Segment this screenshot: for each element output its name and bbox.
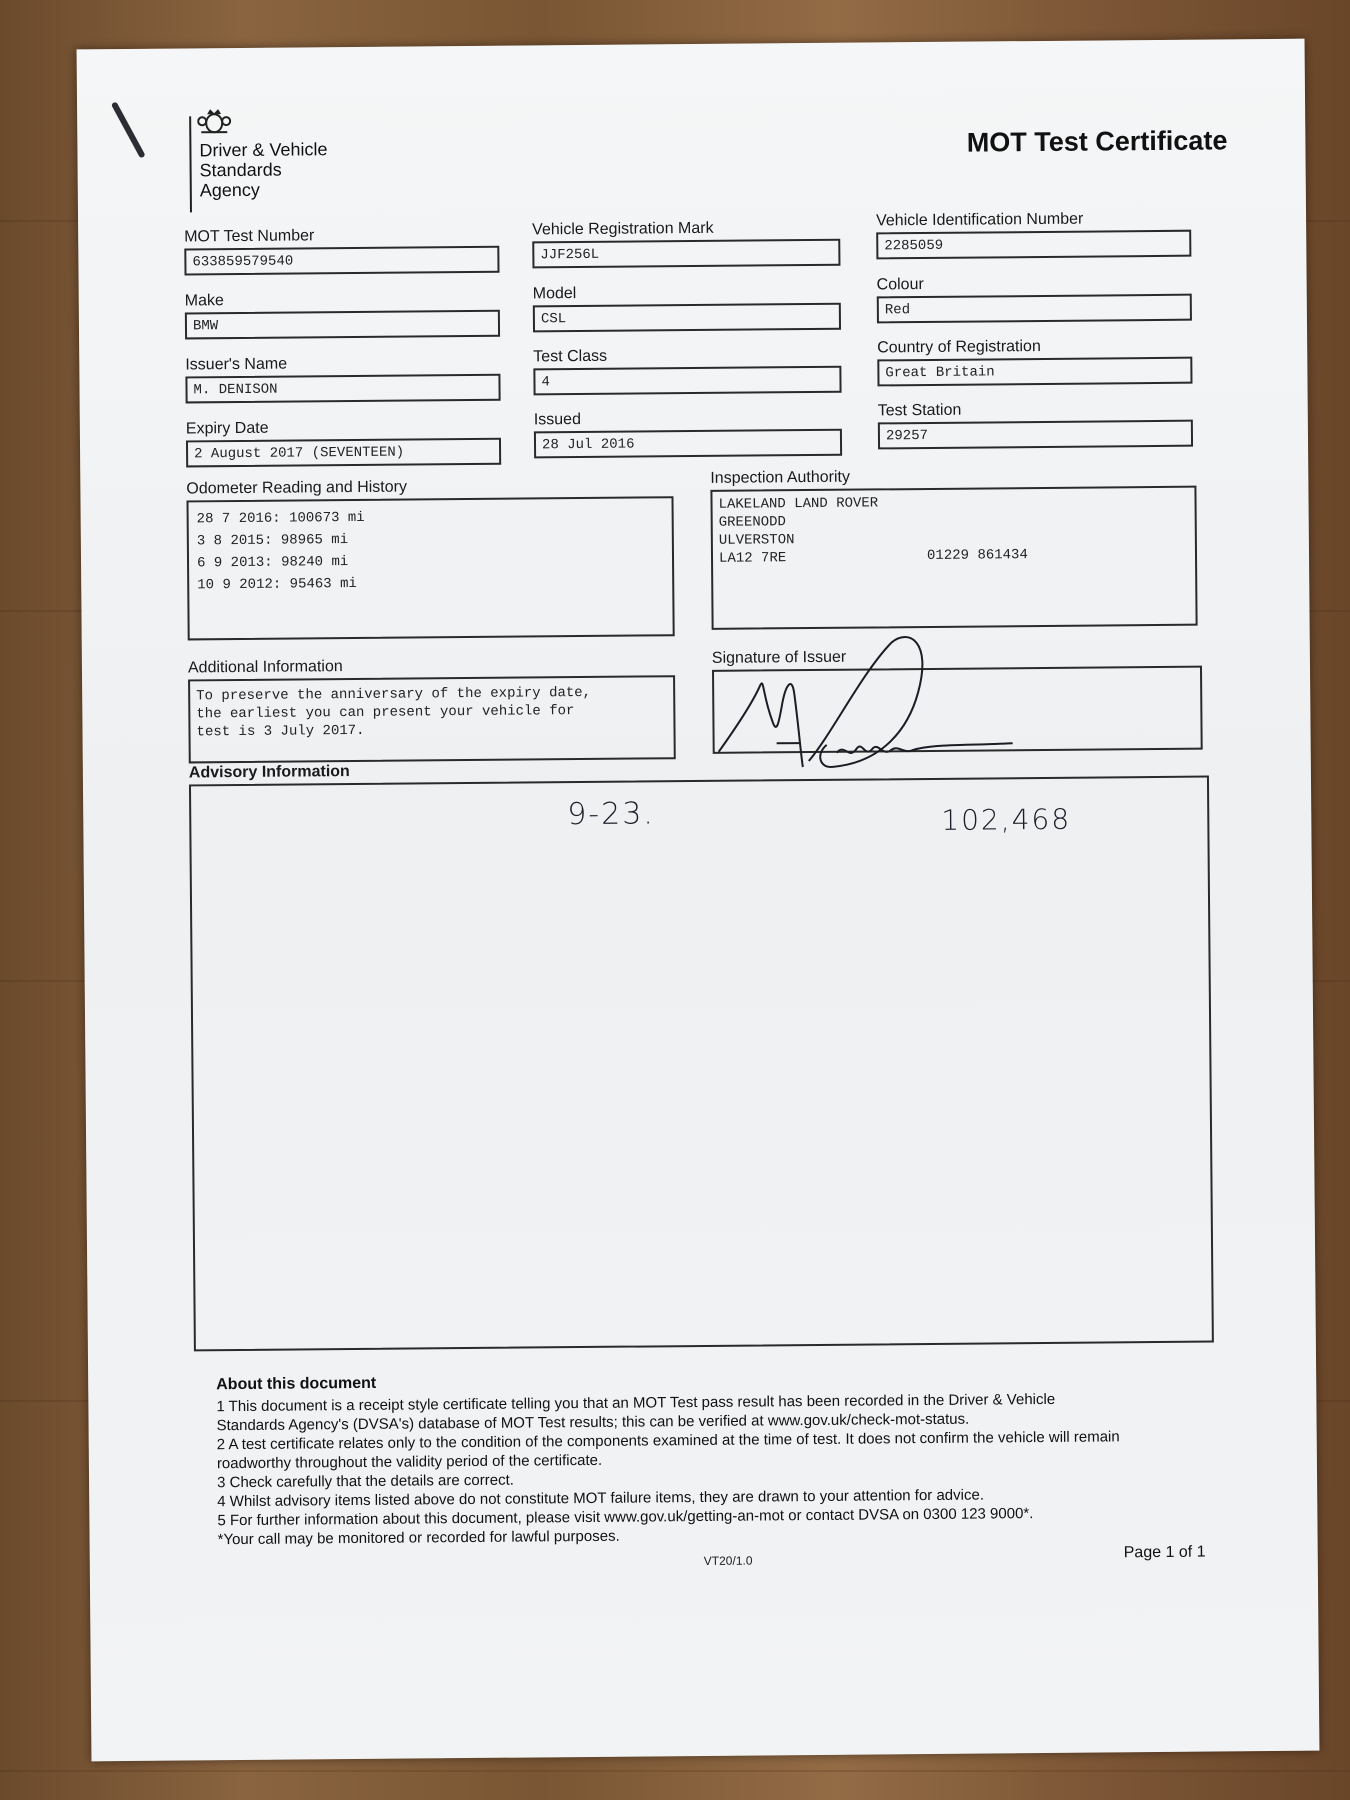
colour-field: Red [877,294,1192,324]
make-field: BMW [185,310,500,340]
mot-test-number-field: 633859579540 [184,246,499,276]
country-of-registration-label: Country of Registration [877,337,1041,357]
page-number: Page 1 of 1 [1123,1543,1206,1562]
form-code: VT20/1.0 [703,1553,753,1568]
about-line: 1 This document is a receipt style certificate telling you that an MOT Test pass result has been recorded in the Driver & Vehicle [216,1390,1056,1416]
about-line: 4 Whilst advisory items listed above do not constitute MOT failure items, they are drawn to your attention for advice. [217,1486,985,1511]
model-field: CSL [533,303,841,333]
inspection-authority-box [710,486,1197,630]
authority-line: LAKELAND LAND ROVER [718,495,879,513]
agency-divider [189,116,192,212]
additional-information-line: To preserve the anniversary of the expiry date, [196,684,592,705]
test-class-label: Test Class [533,347,608,366]
about-line: 5 For further information about this document, please visit www.gov.uk/getting-an-mot or contact DVSA on 0300 123 9000*. [217,1505,1034,1530]
mot-certificate-paper [77,39,1320,1762]
about-line: Standards Agency's (DVSA's) database of MOT Test results; this can be verified at www.gov.uk/check-mot-status. [216,1410,970,1435]
agency-name-line-3: Agency [199,179,260,201]
additional-information-box [188,675,676,763]
issuer-name-field: M. DENISON [185,374,500,404]
pen-mark [111,101,146,158]
odometer-entry: 3 8 2015: 98965 mi [196,532,349,550]
model-label: Model [532,285,577,303]
additional-information-line: test is 3 July 2017. [196,722,365,741]
advisory-information-label: Advisory Information [188,763,350,782]
odometer-label: Odometer Reading and History [186,478,408,498]
about-heading: About this document [216,1374,377,1394]
issued-label: Issued [533,411,582,429]
certificate-title: MOT Test Certificate [966,125,1228,158]
registration-mark-field: JJF256L [532,239,840,269]
country-of-registration-field: Great Britain [877,357,1192,387]
vin-field: 2285059 [876,230,1191,260]
about-line: roadworthy throughout the validity period of the certificate. [216,1451,603,1473]
odometer-entry: 6 9 2013: 98240 mi [196,554,349,572]
mot-test-number-label: MOT Test Number [184,227,315,246]
colour-label: Colour [876,276,924,294]
registration-mark-label: Vehicle Registration Mark [532,219,714,239]
odometer-entry: 10 9 2012: 95463 mi [197,575,357,594]
vin-label: Vehicle Identification Number [876,210,1084,230]
about-line: 3 Check carefully that the details are correct. [216,1471,514,1492]
test-station-field: 29257 [878,420,1193,450]
expiry-date-field: 2 August 2017 (SEVENTEEN) [186,438,501,468]
agency-name-line-2: Standards [199,159,282,181]
authority-line: ULVERSTON [718,532,795,549]
issuer-name-label: Issuer's Name [185,355,288,374]
issued-field: 28 Jul 2016 [534,429,842,459]
advisory-information-box [189,776,1214,1352]
test-station-label: Test Station [877,401,962,420]
odometer-entry: 28 7 2016: 100673 mi [196,509,365,528]
make-label: Make [184,292,224,310]
additional-information-label: Additional Information [187,658,343,677]
issuer-signature [712,631,1033,784]
expiry-date-label: Expiry Date [185,419,269,438]
signature-label: Signature of Issuer [711,648,847,667]
additional-information-line: the earliest you can present your vehicle for [196,703,575,723]
royal-crest-icon [197,106,231,134]
authority-line: GREENODD [718,514,786,531]
handwritten-mileage: 102,468 [941,802,1072,837]
odometer-box [186,496,674,640]
authority-phone: 01229 861434 [926,547,1028,564]
authority-line: LA12 7RE [718,550,787,567]
test-class-field: 4 [533,366,841,396]
handwritten-note: 9-23. [567,796,656,833]
agency-name-line-1: Driver & Vehicle [199,139,328,161]
about-line: 2 A test certificate relates only to the condition of the components examined at the time of test. It does not confirm the vehicle will remain [216,1428,1120,1454]
about-line: *Your call may be monitored or recorded for lawful purposes. [217,1527,620,1549]
inspection-authority-label: Inspection Authority [710,468,851,487]
